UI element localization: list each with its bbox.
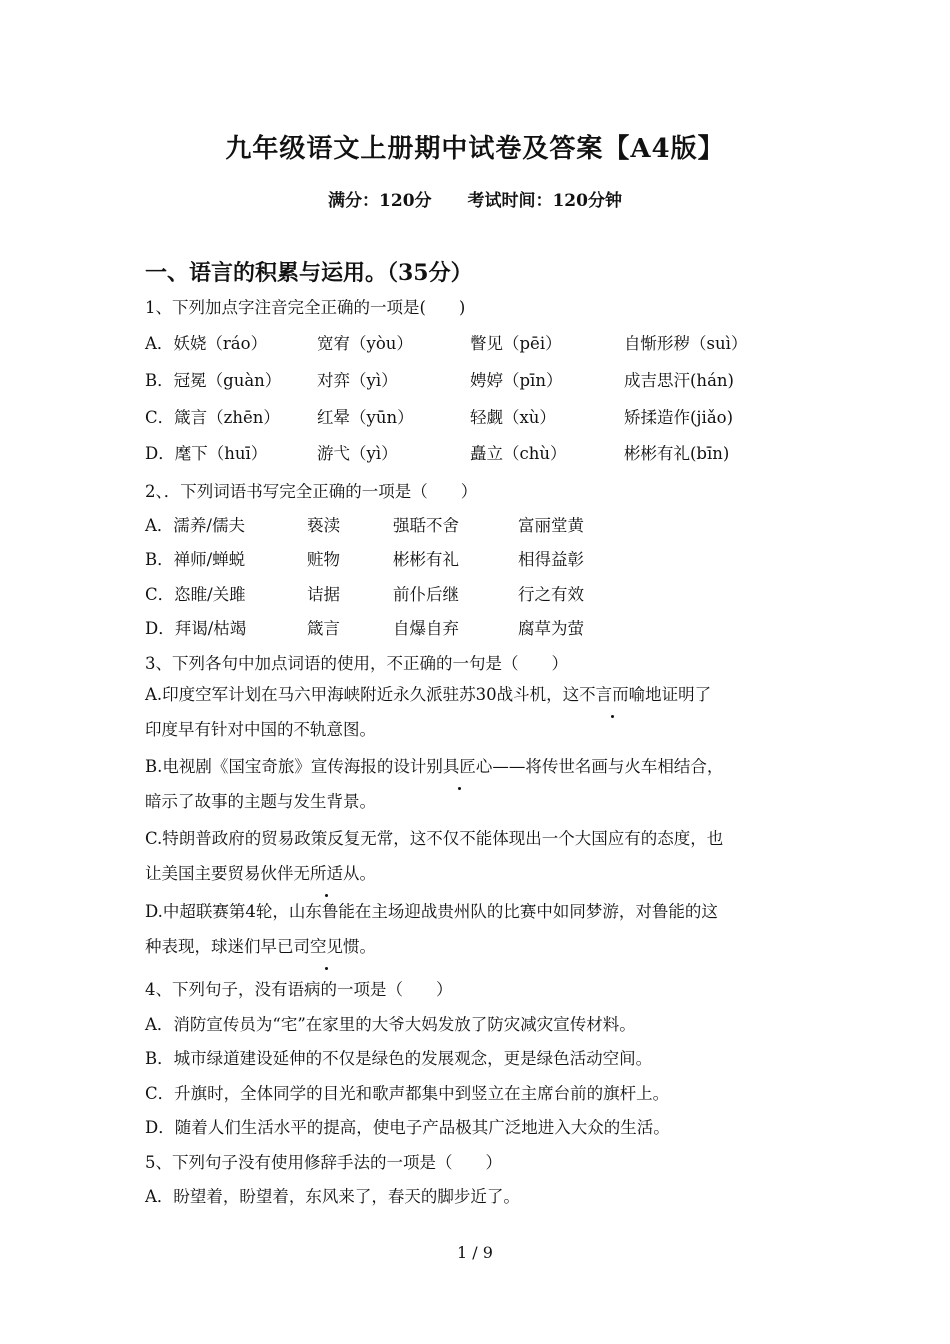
option-cell: 前仆后继 bbox=[393, 585, 459, 604]
question-5-option-a: A．盼望着，盼望着，东风来了，春天的脚步近了。 bbox=[145, 1187, 520, 1206]
question-3-option-c bbox=[145, 821, 810, 891]
section-heading: 一、语言的积累与运用。（35分） bbox=[145, 260, 473, 286]
option-cell: 相得益彰 bbox=[518, 550, 584, 569]
document-title: 九年级语文上册期中试卷及答案【A4版】 bbox=[225, 134, 725, 164]
option-text: 。 bbox=[359, 864, 376, 883]
option-text: 暗示了故事的主题与发生背景。 bbox=[145, 792, 376, 811]
option-cell: 富丽堂黄 bbox=[518, 516, 584, 535]
option-cell: 游弋（yì） bbox=[317, 444, 398, 463]
option-cell: 矫揉造作(jiǎo) bbox=[624, 408, 734, 427]
option-cell: 强聒不舍 bbox=[393, 516, 459, 535]
question-3-option-a bbox=[145, 677, 810, 747]
exam-info bbox=[0, 186, 950, 211]
option-cell: D．拜谒/枯竭 bbox=[145, 619, 247, 638]
question-3-option-d bbox=[145, 894, 810, 964]
option-cell: 娉婷（pīn） bbox=[470, 371, 563, 390]
question-4-option-b: B．城市绿道建设延伸的不仅是绿色的发展观念，更是绿色活动空间。 bbox=[145, 1049, 653, 1068]
option-cell: B．冠冕（guàn） bbox=[145, 371, 282, 390]
option-cell: 自爆自弃 bbox=[393, 619, 459, 638]
option-cell: 轻觑（xù） bbox=[470, 408, 556, 427]
exam-time: 考试时间：120分钟 bbox=[467, 191, 622, 211]
option-cell: C．箴言（zhēn） bbox=[145, 408, 280, 427]
option-cell: 红晕（yūn） bbox=[317, 408, 414, 427]
option-cell: B．禅师/蝉蜕 bbox=[145, 550, 246, 569]
option-cell: A．妖娆（ráo） bbox=[145, 334, 268, 353]
dotted-term: 无所适从 bbox=[294, 856, 360, 891]
option-cell: C．恣睢/关雎 bbox=[145, 585, 246, 604]
option-cell: 彬彬有礼(bīn) bbox=[624, 444, 730, 463]
question-4-option-c: C．升旗时，全体同学的目光和歌声都集中到竖立在主席台前的旗杆上。 bbox=[145, 1084, 670, 1103]
dotted-term: 司空见惯 bbox=[294, 929, 360, 964]
option-cell: 彬彬有礼 bbox=[393, 550, 459, 569]
option-cell: A．濡养/儒夫 bbox=[145, 516, 245, 535]
option-cell: 诘据 bbox=[307, 585, 340, 604]
page-number: 1 / 9 bbox=[457, 1243, 493, 1262]
option-text: 。 bbox=[359, 937, 376, 956]
full-score: 满分：120分 bbox=[328, 191, 432, 211]
question-2-stem: 2、．下列词语书写完全正确的一项是（ ） bbox=[145, 482, 478, 501]
option-cell: 箴言 bbox=[307, 619, 340, 638]
option-text: 让美国主要贸易伙伴 bbox=[145, 864, 294, 883]
option-text: A.印度空军计划在马六甲海峡附近永久派驻苏30战斗机，这 bbox=[145, 685, 580, 704]
option-cell: 矗立（chù） bbox=[470, 444, 567, 463]
option-cell: 成吉思汗(hán) bbox=[624, 371, 734, 390]
option-cell: 自惭形秽（suì） bbox=[624, 334, 748, 353]
option-text: B.电视剧《国宝奇旅》宣传海报的设计 bbox=[145, 757, 427, 776]
question-3-option-b bbox=[145, 749, 810, 819]
option-cell: 宽宥（yòu） bbox=[317, 334, 413, 353]
option-text: 种表现，球迷们早已 bbox=[145, 937, 294, 956]
option-text: C.特朗普政府的贸易政策反复无常，这不仅不能体现出一个大国应有的态度，也 bbox=[145, 829, 724, 848]
question-4-stem: 4、下列句子，没有语病的一项是（ ） bbox=[145, 980, 453, 999]
option-cell: 腐草为萤 bbox=[518, 619, 584, 638]
option-text: 印度早有针对中国的不轨意图。 bbox=[145, 720, 376, 739]
dotted-term: 不言而喻 bbox=[579, 677, 645, 712]
option-text: 地证明了 bbox=[645, 685, 712, 704]
option-cell: 瞥见（pēi） bbox=[470, 334, 562, 353]
option-cell: 亵渎 bbox=[307, 516, 340, 535]
option-cell: D．麾下（huī） bbox=[145, 444, 268, 463]
option-cell: 对弈（yì） bbox=[317, 371, 398, 390]
question-4-option-d: D．随着人们生活水平的提高，使电子产品极其广泛地进入大众的生活。 bbox=[145, 1118, 670, 1137]
dotted-term: 别具匠心 bbox=[426, 749, 492, 784]
option-cell: 赃物 bbox=[307, 550, 340, 569]
option-text: ——将传世名画与火车相结合， bbox=[492, 757, 724, 776]
question-5-stem: 5、下列句子没有使用修辞手法的一项是（ ） bbox=[145, 1153, 502, 1172]
question-3-stem: 3、下列各句中加点词语的使用，不正确的一句是（ ） bbox=[145, 654, 568, 673]
question-4-option-a: A．消防宣传员为“宅”在家里的大爷大妈发放了防灾减灾宣传材料。 bbox=[145, 1015, 636, 1034]
option-cell: 行之有效 bbox=[518, 585, 584, 604]
option-text: D.中超联赛第4轮，山东鲁能在主场迎战贵州队的比赛中如同梦游，对鲁能的这 bbox=[145, 902, 718, 921]
question-1-stem: 1、下列加点字注音完全正确的一项是( ) bbox=[145, 298, 466, 317]
